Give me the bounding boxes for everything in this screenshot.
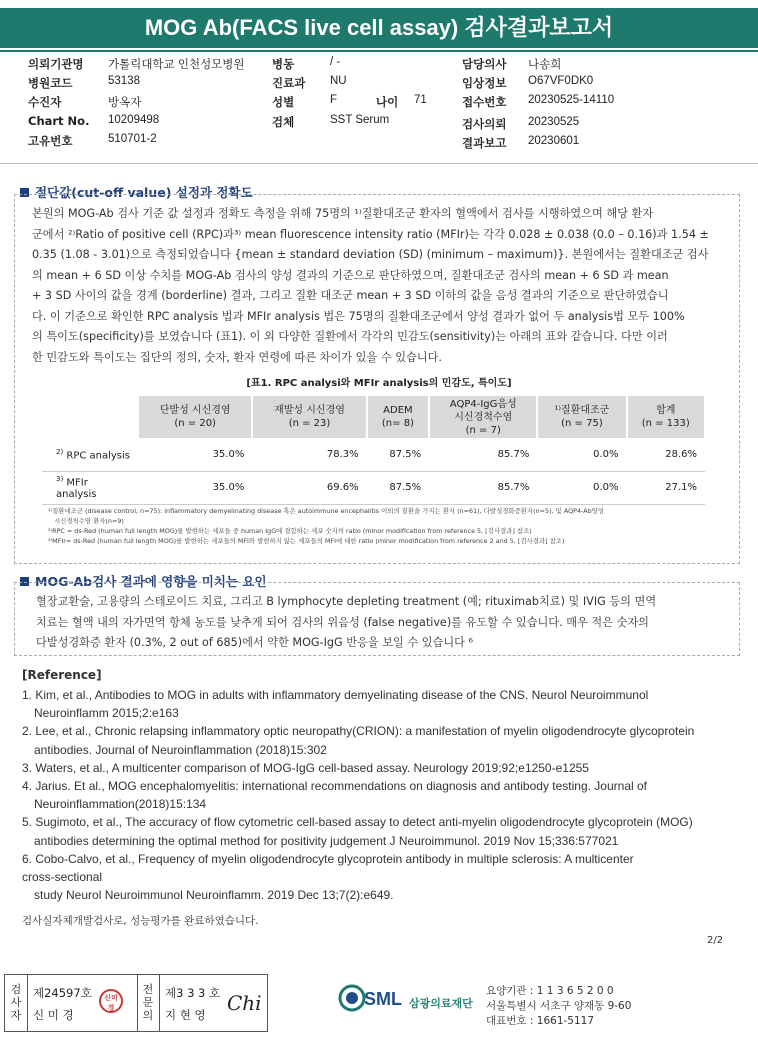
header-line: (n = 20) <box>174 418 216 429</box>
value-unique-no: 510701-2 <box>108 133 157 145</box>
label-requester: 의뢰기관명 <box>28 57 84 71</box>
section1-line: + 3 SD 사이의 값을 경계 (borderline) 결과, 그리고 질환 대조군 mean + 3 SD 이하의 값을 음성 결과의 기준으로 판단하였습니 <box>32 289 669 302</box>
table-cell: 78.3% <box>252 438 366 471</box>
section1-heading-text: 절단값(cut-off value) 설정과 정확도 <box>35 185 253 200</box>
label-hospital-code: 병원코드 <box>28 76 73 90</box>
label-specimen: 검체 <box>272 115 295 129</box>
table-header-row <box>42 396 705 438</box>
value-chart-no: 10209498 <box>108 114 160 126</box>
value-requester: 가톨릭대학교 인천성모병원 <box>108 59 245 71</box>
value-report-date: 20230601 <box>528 135 580 147</box>
institution-phone: 대표번호 : 1661-5117 <box>486 1015 595 1027</box>
box-divider <box>137 975 138 1031</box>
label-clinical-info: 임상정보 <box>462 76 507 90</box>
logo-text: SML <box>364 989 402 1009</box>
box-divider <box>159 975 160 1031</box>
tester-label-char: 검 <box>10 983 22 996</box>
section2-line: 치료는 혈액 내의 자가면역 항체 농도를 낮추게 되어 검사의 위음성 (false negative)를 유도할 수 있습니다. 매우 적은 숫자의 <box>36 615 649 629</box>
label-receipt-no: 접수번호 <box>462 95 507 109</box>
doctor-label-char: 전 <box>142 983 154 996</box>
value-hospital-code: 53138 <box>108 75 140 87</box>
section2-heading-text: MOG-Ab검사 결과에 영향을 미치는 요인 <box>35 574 267 589</box>
section2-line: 혈장교환술, 고용량의 스테로이드 치료, 그리고 B lymphocyte depleting treatment (예; rituximab치료) 및 IVIG 등의 면역 <box>36 595 657 608</box>
label-ward: 병동 <box>272 57 295 71</box>
institution-address: 서울특별시 서초구 양재동 9-60 <box>486 1000 632 1012</box>
sml-logo-icon <box>338 984 366 1012</box>
reference-line: 1. Kim, et al., Antibodies to MOG in adults with inflammatory demyelinating disease of the CNS. Neurol Neuroimmunol <box>22 688 649 702</box>
section1-line: 다. 이 기준으로 확인한 RPC analysis 법과 MFIr analysis 법은 75명의 질환대조군에서 양성 결과가 없어 두 analysis법 모두 100% <box>32 309 685 323</box>
table-cell: 87.5% <box>367 438 429 471</box>
label-report-date: 결과보고 <box>462 136 507 150</box>
header-line: (n = 133) <box>641 418 690 429</box>
label-age: 나이 <box>376 95 399 109</box>
value-patient: 방옥자 <box>108 97 142 109</box>
section2-line: 다발성경화증 환자 (0.3%, 2 out of 685)에서 약한 MOG-IgG 반응을 보일 수 있습니다 ⁶ <box>36 636 473 649</box>
table-cell: 35.0% <box>138 438 252 471</box>
header-line: (n = 23) <box>288 418 331 429</box>
results-table <box>42 396 706 505</box>
tester-label <box>10 983 22 1022</box>
table-notes <box>48 506 728 546</box>
institution-code: 요양기관 : 1 1 3 6 5 2 0 0 <box>486 985 614 997</box>
table-cell: 69.6% <box>252 471 366 504</box>
label-doctor: 담당의사 <box>462 57 507 71</box>
table-cell: 85.7% <box>429 471 537 504</box>
header-disease-control <box>537 396 626 438</box>
section1-line: 의 특이도(specificity)를 보였습니다 (표1). 이 외 다양한 질환에서 각각의 민감도(sensitivity)는 아래의 표와 같습니다. 다만 이러 <box>32 330 668 343</box>
doctor-label-char: 의 <box>142 1009 154 1022</box>
header-line: ADEM <box>383 405 413 416</box>
section1-line: 한 민감도와 특이도는 집단의 정의, 숫자, 환자 연령에 따른 차이가 있을 수 있습니다. <box>32 350 442 364</box>
reference-line: 2. Lee, et al., Chronic relapsing inflammatory optic neuropathy(CRION): a manifestation of myelin oligodendrocyte glycoprotein <box>22 724 695 739</box>
table-cell: 28.6% <box>627 438 706 471</box>
reference-line: 5. Sugimoto, et al., The accuracy of flow cytometric cell-based assay to detect anti-myelin oligodendrocyte glycoprotein (MOG) <box>22 815 693 830</box>
tester-label-char: 사 <box>10 996 22 1009</box>
header-line: (n= 8) <box>381 418 414 429</box>
tester-license: 제24597호 <box>33 986 92 1000</box>
value-age: 71 <box>414 94 427 106</box>
value-ward: / - <box>330 56 341 68</box>
header-line: 합계 <box>656 405 676 416</box>
table-note: ³⁾MFIr= ds-Red (human full length MOG)를 발현하는 세포들의 MFI와 발현하지 않는 세포들의 MFI에 대한 ratio (minor modification from reference 2 and 5, [검사결과] 참조) <box>48 537 565 545</box>
label-chart-no: Chart No. <box>28 114 90 128</box>
value-receipt-no: 20230525-14110 <box>528 94 615 106</box>
row-label-text: RPC analysis <box>66 449 131 461</box>
doctor-label-char: 문 <box>142 996 154 1009</box>
header-line: (n = 7) <box>465 424 501 436</box>
row-label-text: MFIr analysis <box>56 477 97 500</box>
table-cell: 27.1% <box>627 471 706 504</box>
label-sex: 성별 <box>272 95 295 109</box>
header-single-optic <box>138 396 252 438</box>
label-unique-no: 고유번호 <box>28 134 73 148</box>
section1-line: 군에서 ²⁾Ratio of positive cell (RPC)과³⁾ mean fluorescence intensity ratio (MFIr)는 각각 0.028 ± 0.038 (0.0 – 0.16)과 1.54 ± <box>32 227 709 241</box>
row-label <box>42 438 138 471</box>
table-note: ²⁾RPC = ds-Red (human full length MOG)를 발현하는 세포들 중 human IgG에 결합하는 세포 숫자의 ratio (minor modification from reference 5, [검사결과] 참조) <box>48 527 532 535</box>
row-label <box>42 471 138 504</box>
table-row <box>42 438 705 471</box>
section1-text <box>32 204 732 368</box>
value-request-date: 20230525 <box>528 116 580 128</box>
table-cell: 85.7% <box>429 438 537 471</box>
section2-text <box>36 592 736 654</box>
doctor-signature: Chi <box>227 991 262 1015</box>
logo-name: 삼광의료재단 <box>409 997 473 1010</box>
header-line: (n = 75) <box>561 418 603 429</box>
table-cell: 0.0% <box>537 471 626 504</box>
table-row <box>42 471 705 504</box>
header-adem <box>367 396 429 438</box>
report-title: MOG Ab(FACS live cell assay) 검사결과보고서 <box>0 8 758 48</box>
doctor-license: 제3 3 3 호 <box>165 986 221 1000</box>
header-line: 재발성 시신경염 <box>274 405 345 416</box>
table-cell: 87.5% <box>367 471 429 504</box>
label-patient: 수진자 <box>28 95 62 109</box>
value-doctor: 나송희 <box>528 59 562 71</box>
header-recurrent-optic <box>252 396 366 438</box>
row-footnote-mark: 3) <box>56 475 64 484</box>
signature-box <box>4 974 268 1032</box>
reference-line: cross-sectional <box>22 870 103 885</box>
reference-line: 4. Jarius. Et al., MOG encephalomyelitis: international recommendations on diagnosis and antibody testing. Journal of <box>22 779 648 794</box>
tester-name: 신 미 경 <box>33 1008 74 1022</box>
section1-line: 의 mean + 6 SD 이상 수치를 MOG-Ab 검사의 양성 결과의 기준으로 판단하였으며, 질환대조군 검사의 mean + 6 SD 과 mean <box>32 268 669 282</box>
reference-line: antibodies determining the optimal method for positivity judgement J Neuroimmunol. 2019 Nov 15;336:577021 <box>34 833 619 848</box>
reference-line: Neuroinflamm 2015;2:e163 <box>34 706 179 721</box>
reference-line: 3. Waters, et al., A multicenter comparison of MOG-IgG cell-based assay. Neurology 2019;92;e1250-e1255 <box>22 760 589 775</box>
table-cell: 0.0% <box>537 438 626 471</box>
value-specimen: SST Serum <box>330 114 390 126</box>
header-line: 시신경척수염 <box>454 411 513 423</box>
tester-stamp: 신미경 <box>99 989 123 1013</box>
reference-line: Neuroinflammation(2018)15:134 <box>34 797 207 812</box>
validation-note: 검사실자체개발검사로, 성능평가를 완료하였습니다. <box>22 915 259 927</box>
page-number: 2/2 <box>707 935 724 946</box>
section1-line: 0.35 (1.08 - 3.01)으로 측정되었습니다 {mean ± standard deviation (SD) (minimum – maximum)}. 본원에서는 질환대조군 검사 <box>32 248 709 261</box>
reference-line: 6. Cobo-Calvo, et al., Frequency of myelin oligodendrocyte glycoprotein antibody in multiple sclerosis: A multicenter <box>22 851 634 866</box>
table-caption: [표1. RPC analysi와 MFIr analysis의 민감도, 특이도] <box>246 378 512 389</box>
label-request-date: 검사의뢰 <box>462 117 507 131</box>
value-sex: F <box>330 94 338 106</box>
doctor-label <box>142 983 154 1022</box>
label-department: 진료과 <box>272 76 306 90</box>
institution-info <box>486 984 631 1029</box>
box-divider <box>27 975 28 1031</box>
table-note: ¹⁾질환대조군 (disease control, n=75): inflammatory demyelinating disease 혹은 autoimmune encephalitis 이외의 질환을 가지는 환자 (n=61), 다발성경화증환자(n=5), 및 AQP4-Ab양성 <box>48 507 604 515</box>
table-note: 시신경척수염 환자(n=9) <box>54 517 124 525</box>
reference-line: antibodies. Journal of Neuroinflammation (2018)15:302 <box>34 742 327 757</box>
reference-line: study Neurol Neuroimmunol Neuroinflamm. 2019 Dec 13;7(2):e649. <box>34 888 394 903</box>
table-corner <box>42 396 138 438</box>
reference-heading: [Reference] <box>22 668 102 682</box>
reference-list <box>22 686 742 904</box>
header-line: AQP4-IgG음성 <box>449 398 517 410</box>
title-underline <box>0 50 758 52</box>
row-footnote-mark: 2) <box>56 447 64 456</box>
info-separator <box>0 163 758 164</box>
header-line: 단발성 시신경염 <box>159 405 231 416</box>
header-line: ¹⁾질환대조군 <box>554 405 610 416</box>
doctor-name: 지 현 영 <box>165 1008 206 1022</box>
tester-label-char: 자 <box>10 1009 22 1022</box>
header-total <box>627 396 706 438</box>
section1-line: 본원의 MOG-Ab 검사 기준 값 설정과 정확도 측정을 위해 75명의 ¹⁾질환대조군 환자의 혈액에서 검사를 시행하였으며 해당 환자 <box>32 207 654 220</box>
table-cell: 35.0% <box>138 471 252 504</box>
value-clinical-info: O67VF0DK0 <box>528 75 594 87</box>
header-aqp4 <box>429 396 537 438</box>
value-department: NU <box>330 75 347 87</box>
